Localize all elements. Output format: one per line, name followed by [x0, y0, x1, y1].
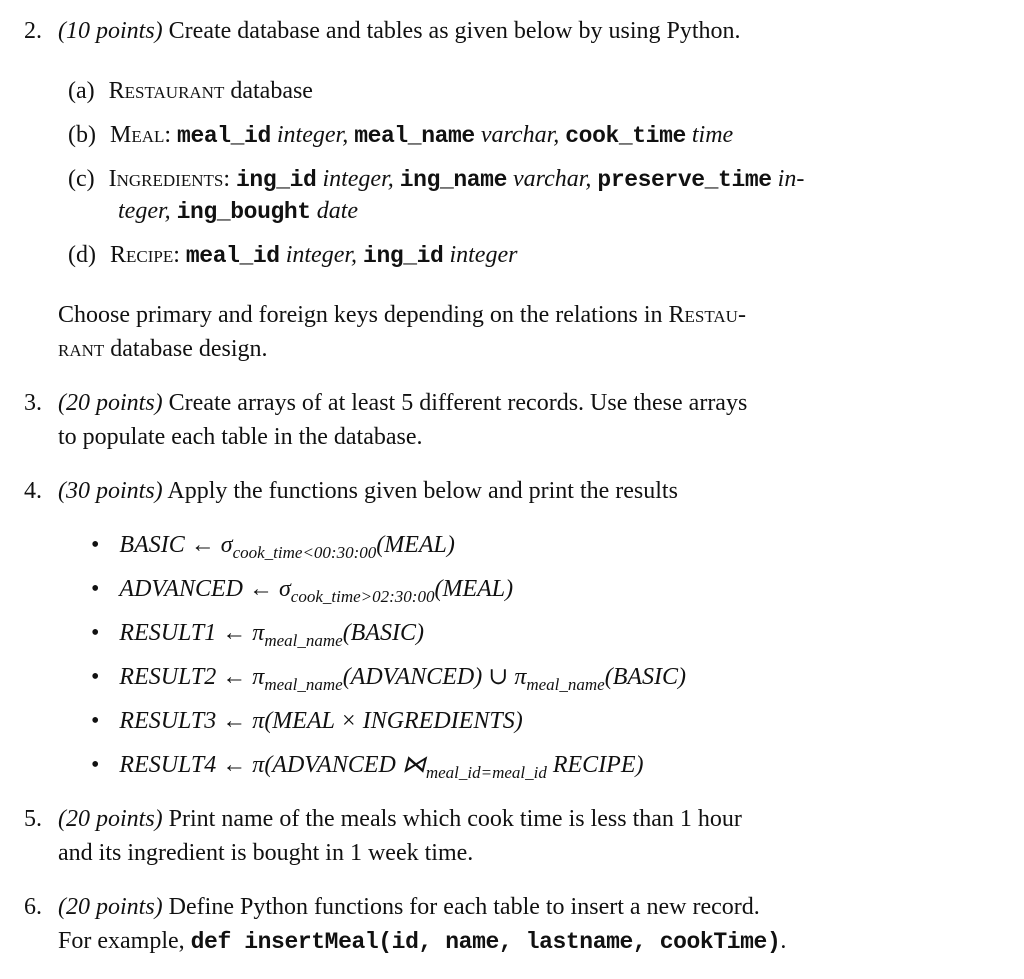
- argument: (MEAL × INGREDIENTS): [264, 708, 523, 734]
- q2-number: 2.: [24, 18, 42, 44]
- note-text: Choose primary and foreign keys depending on the relations in: [58, 302, 663, 328]
- assign-arrow: ←: [222, 664, 247, 690]
- q2-note-line2: [58, 334, 268, 364]
- field-name: ing_id: [236, 167, 317, 193]
- q4-points: (30 points): [58, 478, 163, 504]
- q3-number: 3.: [24, 390, 42, 416]
- q6-line2: [58, 926, 786, 957]
- argument: (MEAL): [376, 532, 455, 558]
- field-type: varchar,: [480, 122, 560, 148]
- field-type: integer,: [285, 242, 358, 268]
- operator: π: [252, 708, 265, 734]
- relation-name: RESULT1: [119, 620, 217, 646]
- q2-line: [24, 16, 741, 46]
- q4-number: 4.: [24, 478, 42, 504]
- operator: σ: [220, 532, 233, 558]
- q3-line1: [24, 388, 747, 418]
- relation-name: RESULT4: [119, 752, 217, 778]
- code-example: def insertMeal(id, name, lastname, cookTime): [190, 929, 781, 955]
- bullet: •: [91, 620, 100, 646]
- q5-text: Print name of the meals which cook time is less than 1 hour: [168, 806, 742, 832]
- field-type: varchar,: [512, 166, 592, 192]
- field-name: ing_id: [363, 243, 444, 269]
- q2-item-c-cont: [118, 196, 358, 227]
- q4-text: Apply the functions given below and print the results: [167, 478, 678, 504]
- relation-name: ADVANCED: [119, 576, 243, 602]
- q6-text: .: [780, 928, 787, 954]
- operator: π: [514, 664, 527, 690]
- field-type: in-: [777, 166, 805, 192]
- argument: (BASIC): [604, 664, 687, 690]
- q2-item-c: [68, 164, 804, 195]
- db-name: rant: [58, 336, 105, 362]
- argument: (ADVANCED) ∪: [342, 664, 515, 690]
- argument: RECIPE): [546, 752, 644, 778]
- item-text: database: [230, 78, 313, 104]
- bullet: •: [91, 708, 100, 734]
- assign-arrow: ←: [222, 708, 247, 734]
- table-name: Recipe:: [109, 242, 180, 268]
- q5-points: (20 points): [58, 806, 163, 832]
- q4-bullet-2: [91, 574, 513, 612]
- argument: (BASIC): [342, 620, 424, 646]
- argument: (ADVANCED ⋈: [264, 752, 426, 778]
- field-name: cook_time: [565, 123, 686, 149]
- condition: meal_name: [526, 675, 605, 694]
- note-text: database design.: [110, 336, 268, 362]
- assign-arrow: ←: [222, 620, 247, 646]
- q2-item-b: [68, 120, 733, 151]
- field-name: ing_name: [399, 167, 507, 193]
- q2-text: Create database and tables as given below by using Python.: [168, 18, 741, 44]
- q6-points: (20 points): [58, 894, 163, 920]
- q2-item-d: [68, 240, 517, 271]
- q6-text: For example,: [58, 928, 185, 954]
- field-type: teger,: [118, 198, 171, 224]
- q4-bullet-5: [91, 706, 523, 736]
- q6-text: Define Python functions for each table to insert a new record.: [168, 894, 760, 920]
- db-name: Restau-: [668, 302, 746, 328]
- field-name: meal_id: [185, 243, 280, 269]
- assign-arrow: ←: [248, 576, 273, 602]
- item-label: (c): [68, 166, 95, 192]
- field-type: time: [691, 122, 734, 148]
- operator: σ: [278, 576, 291, 602]
- condition: cook_time>02:30:00: [290, 587, 435, 606]
- field-name: meal_name: [354, 123, 475, 149]
- bullet: •: [91, 532, 100, 558]
- q4-bullet-4: [91, 662, 686, 700]
- q2-item-a: [68, 76, 313, 106]
- q4-bullet-3: [91, 618, 424, 656]
- table-name: Meal:: [109, 122, 172, 148]
- condition: meal_name: [264, 675, 343, 694]
- relation-name: RESULT3: [119, 708, 217, 734]
- operator: π: [252, 664, 265, 690]
- q6-line1: [24, 892, 760, 922]
- condition: meal_id=meal_id: [425, 763, 547, 782]
- assign-arrow: ←: [190, 532, 215, 558]
- db-name: Restaurant: [108, 78, 225, 104]
- field-type: integer: [449, 242, 518, 268]
- condition: meal_name: [264, 631, 343, 650]
- assign-arrow: ←: [222, 752, 247, 778]
- q4-bullet-6: [91, 750, 644, 788]
- relation-name: RESULT2: [119, 664, 217, 690]
- bullet: •: [91, 752, 100, 778]
- item-label: (d): [68, 242, 96, 268]
- q4-line: [24, 476, 678, 506]
- operator: π: [252, 620, 265, 646]
- q2-points: (10 points): [58, 18, 163, 44]
- field-type: integer,: [322, 166, 394, 192]
- field-name: ing_bought: [176, 199, 311, 225]
- field-type: date: [316, 198, 359, 224]
- q2-note-line1: [58, 300, 746, 330]
- field-name: preserve_time: [597, 167, 772, 193]
- field-type: integer,: [276, 122, 349, 148]
- table-name: Ingredients:: [108, 166, 231, 192]
- bullet: •: [91, 664, 100, 690]
- field-name: meal_id: [177, 123, 271, 149]
- item-label: (a): [68, 78, 95, 104]
- q3-line2: to populate each table in the database.: [58, 424, 423, 450]
- q4-bullet-1: [91, 530, 455, 568]
- q5-line2: and its ingredient is bought in 1 week time.: [58, 840, 474, 866]
- q5-number: 5.: [24, 806, 42, 832]
- q3-points: (20 points): [58, 390, 163, 416]
- condition: cook_time<00:30:00: [232, 543, 377, 562]
- argument: (MEAL): [434, 576, 514, 602]
- q6-number: 6.: [24, 894, 42, 920]
- q5-line1: [24, 804, 742, 834]
- relation-name: BASIC: [119, 532, 185, 558]
- item-label: (b): [68, 122, 96, 148]
- operator: π: [252, 752, 265, 778]
- bullet: •: [91, 576, 100, 602]
- q3-text: Create arrays of at least 5 different records. Use these arrays: [168, 390, 748, 416]
